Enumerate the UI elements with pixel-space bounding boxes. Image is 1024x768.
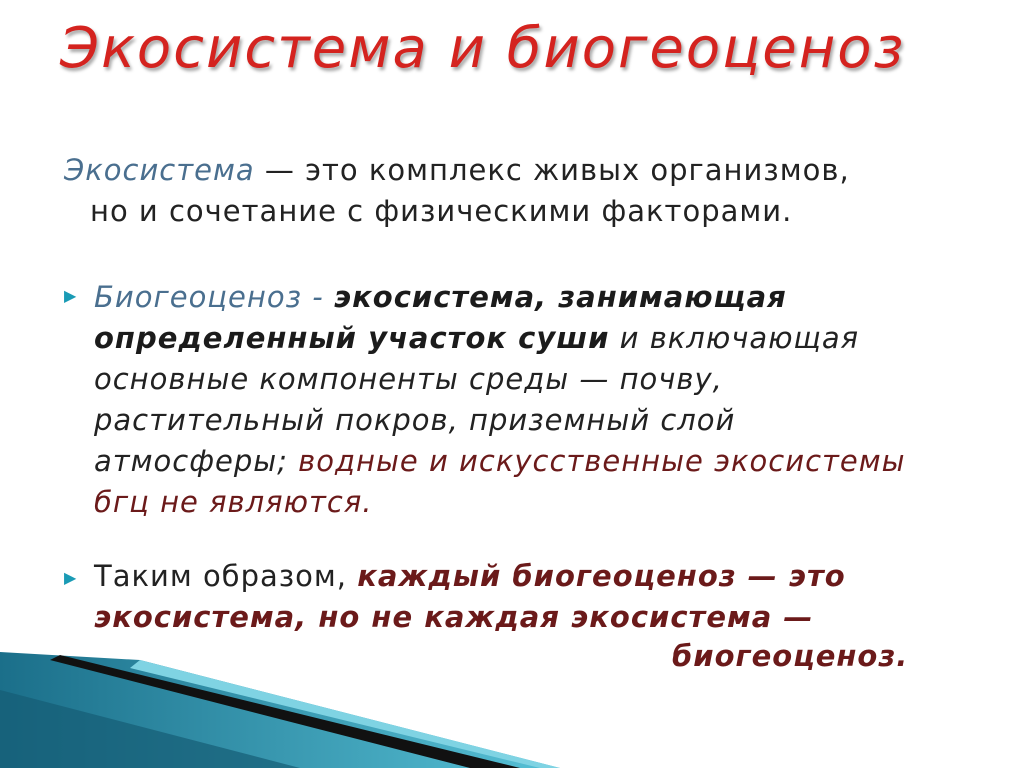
conclusion-text-2: каждый биогеоценоз — это экосистема, но не каждая экосистема — <box>94 559 846 634</box>
biogeo-text-3: и включающая <box>609 321 860 355</box>
ecosystem-text-2: но и сочетание с физическими факторами. <box>90 194 793 228</box>
page-title: Экосистема и биогеоценоз <box>60 16 906 81</box>
ecosystem-definition <box>64 150 850 232</box>
conclusion-text-3: биогеоценоз. <box>672 639 909 673</box>
conclusion <box>94 556 914 638</box>
biogeo-text-2: определенный участок суши <box>94 321 610 355</box>
ecosystem-text-1: — это комплекс живых организмов, <box>254 153 850 187</box>
biogeo-text-4: основные компоненты среды — почву, растительный покров, приземный слой атмосферы; <box>94 362 736 478</box>
biogeo-text-5: водные и искусственные экосистемы бгц не являются. <box>94 444 906 519</box>
conclusion-text-1: Таким образом, <box>94 559 358 593</box>
biogeocenosis-definition <box>94 277 914 523</box>
biogeo-text-1: экосистема, занимающая <box>333 280 787 314</box>
triangle-bullet-icon: ▶ <box>64 286 77 305</box>
ecosystem-term: Экосистема <box>64 153 255 187</box>
biogeocenosis-term: Биогеоценоз - <box>94 280 334 314</box>
triangle-bullet-icon: ▶ <box>64 568 77 587</box>
